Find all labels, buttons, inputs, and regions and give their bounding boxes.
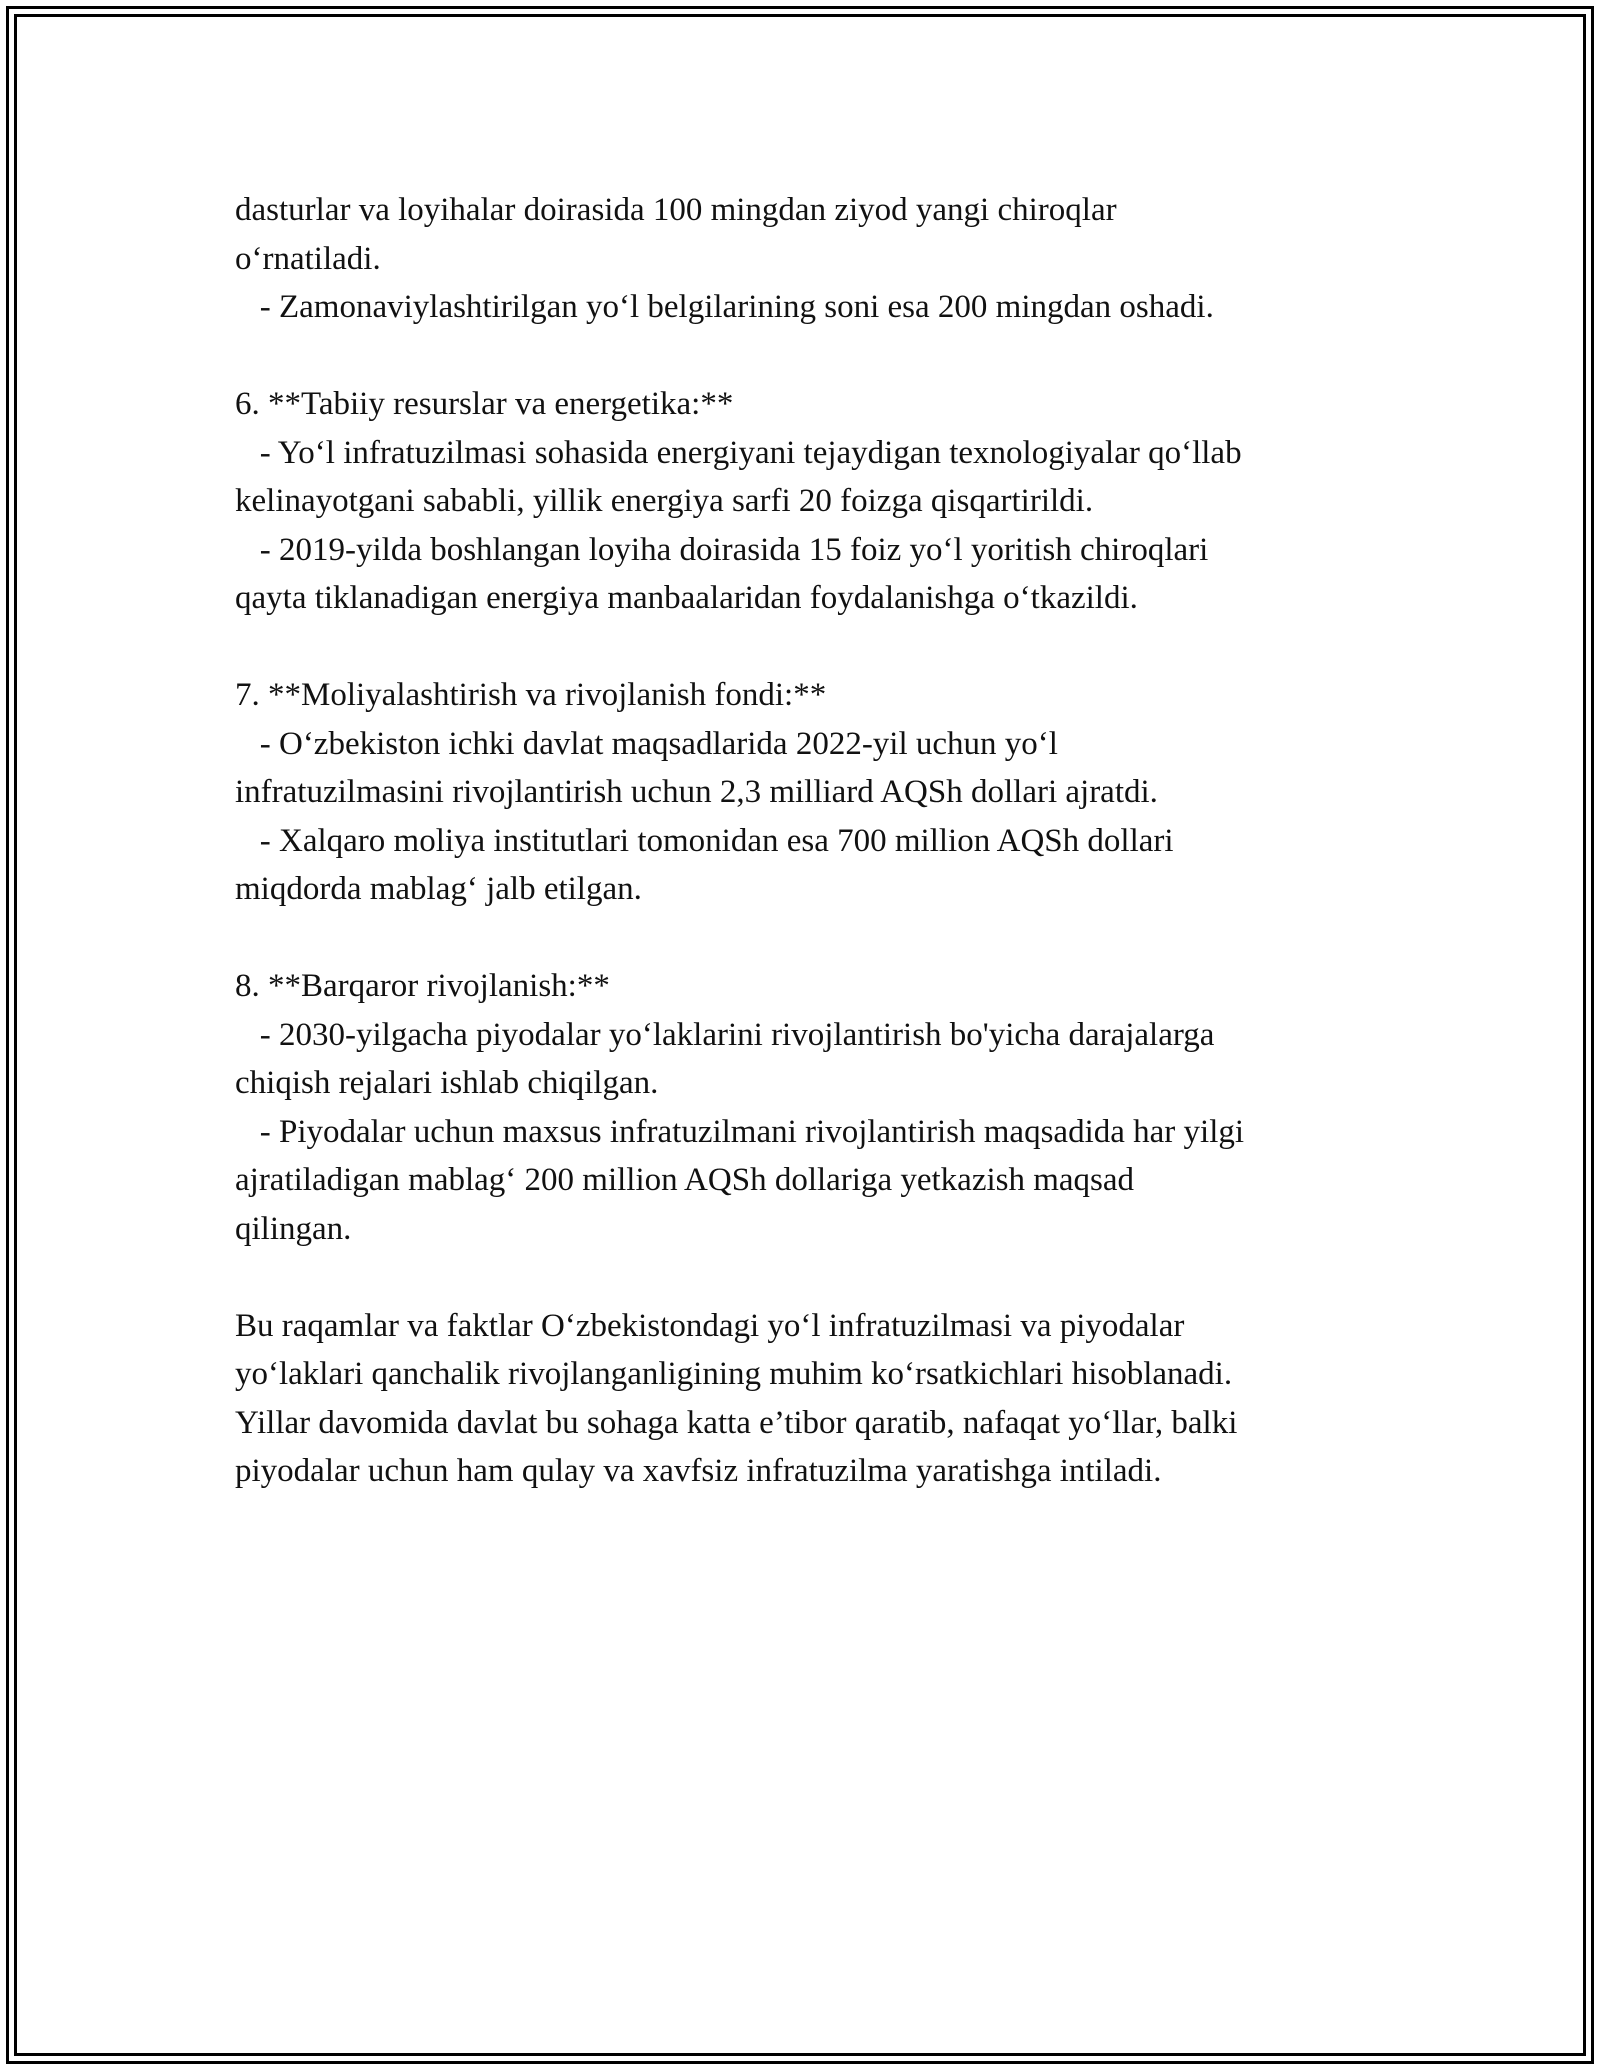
text-line: - Yo‘l infratuzilmasi sohasida energiyani tejaydigan texnologiyalar qo‘llab bbox=[235, 434, 1242, 471]
text-line: qayta tiklanadigan energiya manbaalaridan foydalanishga o‘tkazildi. bbox=[235, 580, 1138, 616]
text-line: 7. **Moliyalashtirish va rivojlanish fondi:** bbox=[235, 677, 827, 713]
text-line: - Zamonaviylashtirilgan yo‘l belgilarining soni esa 200 mingdan oshadi. bbox=[235, 289, 1214, 325]
text-line: 6. **Tabiiy resurslar va energetika:** bbox=[235, 386, 734, 422]
text-line: o‘rnatiladi. bbox=[235, 240, 381, 277]
text-line: miqdorda mablag‘ jalb etilgan. bbox=[235, 871, 642, 907]
text-line: piyodalar uchun ham qulay va xavfsiz infratuzilma yaratishga intiladi. bbox=[235, 1453, 1162, 1489]
text-line: - Piyodalar uchun maxsus infratuzilmani rivojlantirish maqsadida har yilgi bbox=[235, 1113, 1245, 1150]
blank-line bbox=[235, 332, 1385, 381]
text-line: - Xalqaro moliya institutlari tomonidan esa 700 million AQSh dollari bbox=[235, 822, 1174, 859]
text-line: - O‘zbekiston ichki davlat maqsadlarida 2022-yil uchun yo‘l bbox=[235, 725, 1058, 762]
blank-line bbox=[235, 623, 1385, 672]
text-line: qilingan. bbox=[235, 1210, 352, 1247]
text-line: dasturlar va loyihalar doirasida 100 mingdan ziyod yangi chiroqlar bbox=[235, 192, 1117, 228]
text-line: chiqish rejalari ishlab chiqilgan. bbox=[235, 1065, 659, 1101]
text-line: Yillar davomida davlat bu sohaga katta e’tibor qaratib, nafaqat yo‘llar, balki bbox=[235, 1404, 1238, 1441]
text-line: - 2030-yilgacha piyodalar yo‘laklarini rivojlantirish bo'yicha darajalarga bbox=[235, 1016, 1215, 1053]
text-line: kelinayotgani sababli, yillik energiya sarfi 20 foizga qisqartirildi. bbox=[235, 483, 1094, 519]
text-line: Bu raqamlar va faktlar O‘zbekistondagi yo‘l infratuzilmasi va piyodalar bbox=[235, 1307, 1185, 1344]
text-line: 8. **Barqaror rivojlanish:** bbox=[235, 968, 610, 1004]
document-body bbox=[235, 186, 1385, 1496]
blank-line bbox=[235, 914, 1385, 963]
text-line: - 2019-yilda boshlangan loyiha doirasida 15 foiz yo‘l yoritish chiroqlari bbox=[235, 531, 1209, 568]
blank-line bbox=[235, 1253, 1385, 1302]
text-line: ajratiladigan mablag‘ 200 million AQSh dollariga yetkazish maqsad bbox=[235, 1162, 1135, 1198]
text-line: infratuzilmasini rivojlantirish uchun 2,3 milliard AQSh dollari ajratdi. bbox=[235, 774, 1158, 810]
text-line: yo‘laklari qanchalik rivojlanganligining muhim ko‘rsatkichlari hisoblanadi. bbox=[235, 1356, 1233, 1392]
